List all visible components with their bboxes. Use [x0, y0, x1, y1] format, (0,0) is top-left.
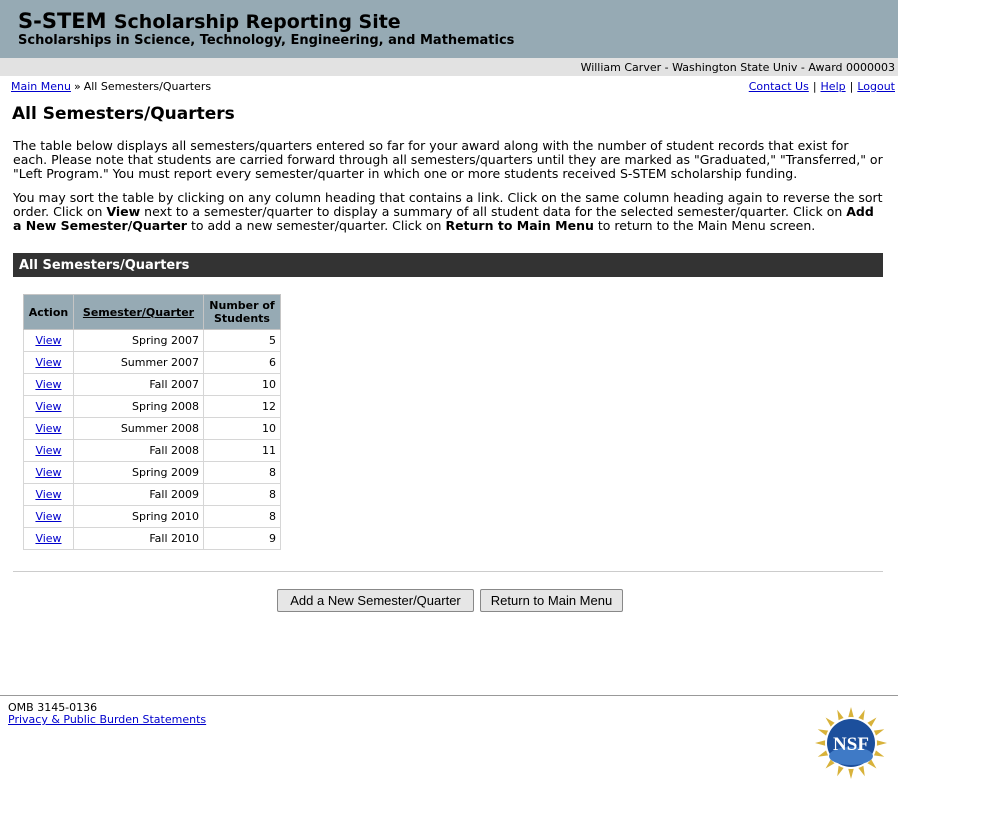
breadcrumb-current: All Semesters/Quarters [83, 80, 212, 93]
view-link[interactable]: View [35, 444, 62, 457]
view-link[interactable]: View [35, 466, 62, 479]
help-link[interactable]: Help [820, 80, 846, 93]
table-row [24, 484, 281, 506]
semester-cell: Spring 2010 [74, 506, 204, 528]
instructions-bold-view: View [106, 204, 141, 219]
table-row [24, 330, 281, 352]
student-count-cell: 8 [204, 506, 281, 528]
nsf-logo-icon [814, 706, 888, 780]
section-header [13, 253, 883, 277]
footer-divider [0, 695, 898, 696]
view-link[interactable]: View [35, 400, 62, 413]
intro-paragraph: The table below displays all semesters/quarters entered so far for your award along with the number of student records that exist for each. Please note that students are carried forward through all semesters/quarters until they are marked as "Graduated," "Transferred," or "Left Program." You must report every semester/quarter in which one or more students received S-STEM scholarship funding. [13, 138, 883, 181]
action-cell [24, 484, 74, 506]
site-subtitle: Scholarships in Science, Technology, Engineering, and Mathematics [18, 33, 515, 48]
action-cell [24, 440, 74, 462]
section-title: All Semesters/Quarters [19, 258, 190, 273]
instructions-text: You may sort the table by clicking on any column heading that contains a link. Click on the same column heading again to reverse the sort order. Click on [13, 190, 883, 219]
table-row [24, 462, 281, 484]
instructions-text: next to a semester/quarter to display a summary of all student data for the selected semester/quarter. Click on [140, 204, 847, 219]
seal-ray [848, 768, 854, 779]
action-cell [24, 528, 74, 550]
omb-number: OMB 3145-0136 [8, 701, 98, 714]
view-link[interactable]: View [35, 532, 62, 545]
user-info-bar [0, 58, 898, 76]
view-link[interactable]: View [35, 510, 62, 523]
action-cell [24, 374, 74, 396]
view-link[interactable]: View [35, 378, 62, 391]
link-divider: | [812, 80, 817, 93]
content-divider [13, 571, 883, 572]
privacy-statements-link[interactable]: Privacy & Public Burden Statements [8, 713, 207, 726]
semesters-table [23, 294, 281, 550]
view-link[interactable]: View [35, 356, 62, 369]
seal-ray [876, 740, 887, 746]
semester-cell: Spring 2007 [74, 330, 204, 352]
site-title-rest: Scholarship Reporting Site [113, 11, 401, 33]
seal-ray [815, 740, 826, 746]
seal-ray [848, 707, 854, 718]
table-header-row [24, 295, 281, 330]
table-row [24, 506, 281, 528]
instructions-text: to return to the Main Menu screen. [593, 218, 816, 233]
site-title [18, 9, 401, 33]
semester-cell: Summer 2007 [74, 352, 204, 374]
semester-cell: Fall 2007 [74, 374, 204, 396]
view-link[interactable]: View [35, 488, 62, 501]
student-count-cell: 8 [204, 462, 281, 484]
instructions-bold-return: Return to Main Menu [445, 218, 594, 233]
action-cell [24, 462, 74, 484]
student-count-cell: 12 [204, 396, 281, 418]
table-row [24, 374, 281, 396]
student-count-cell: 6 [204, 352, 281, 374]
view-link[interactable]: View [35, 422, 62, 435]
table-row [24, 528, 281, 550]
student-count-cell: 11 [204, 440, 281, 462]
students-column-header [204, 295, 281, 330]
semester-column-header [74, 295, 204, 330]
table-row [24, 352, 281, 374]
semester-cell: Fall 2009 [74, 484, 204, 506]
students-header-line2: Students [214, 312, 270, 325]
user-award-info: William Carver - Washington State Univ - Award 0000003 [580, 61, 895, 74]
nsf-logo-text: NSF [833, 734, 869, 755]
student-count-cell: 10 [204, 374, 281, 396]
student-count-cell: 10 [204, 418, 281, 440]
table-row [24, 440, 281, 462]
student-count-cell: 5 [204, 330, 281, 352]
semester-cell: Fall 2010 [74, 528, 204, 550]
site-title-prefix: S-STEM [18, 9, 107, 33]
logout-link[interactable]: Logout [857, 80, 895, 93]
action-cell [24, 396, 74, 418]
action-column-header: Action [24, 295, 74, 330]
breadcrumb [11, 80, 211, 93]
breadcrumb-separator: » [73, 80, 81, 93]
site-banner [0, 0, 898, 58]
table-row [24, 418, 281, 440]
semester-cell: Summer 2008 [74, 418, 204, 440]
action-cell [24, 418, 74, 440]
instructions-text: to add a new semester/quarter. Click on [186, 218, 446, 233]
action-cell [24, 352, 74, 374]
semester-cell: Spring 2008 [74, 396, 204, 418]
breadcrumb-main-menu-link[interactable]: Main Menu [11, 80, 71, 93]
add-semester-button[interactable]: Add a New Semester/Quarter [277, 589, 474, 612]
semester-cell: Spring 2009 [74, 462, 204, 484]
instructions-bold-add: Add a New Semester/Quarter [13, 204, 874, 233]
top-links [749, 80, 895, 93]
semester-cell: Fall 2008 [74, 440, 204, 462]
page-title: All Semesters/Quarters [12, 104, 235, 124]
return-main-menu-button[interactable]: Return to Main Menu [480, 589, 623, 612]
view-link[interactable]: View [35, 334, 62, 347]
action-cell [24, 506, 74, 528]
students-header-line1: Number of [209, 299, 275, 312]
sort-semester-link[interactable]: Semester/Quarter [82, 305, 195, 319]
action-cell [24, 330, 74, 352]
student-count-cell: 8 [204, 484, 281, 506]
table-body [24, 330, 281, 550]
link-divider: | [849, 80, 854, 93]
instructions-paragraph [13, 191, 885, 233]
student-count-cell: 9 [204, 528, 281, 550]
contact-us-link[interactable]: Contact Us [748, 80, 809, 93]
table-row [24, 396, 281, 418]
